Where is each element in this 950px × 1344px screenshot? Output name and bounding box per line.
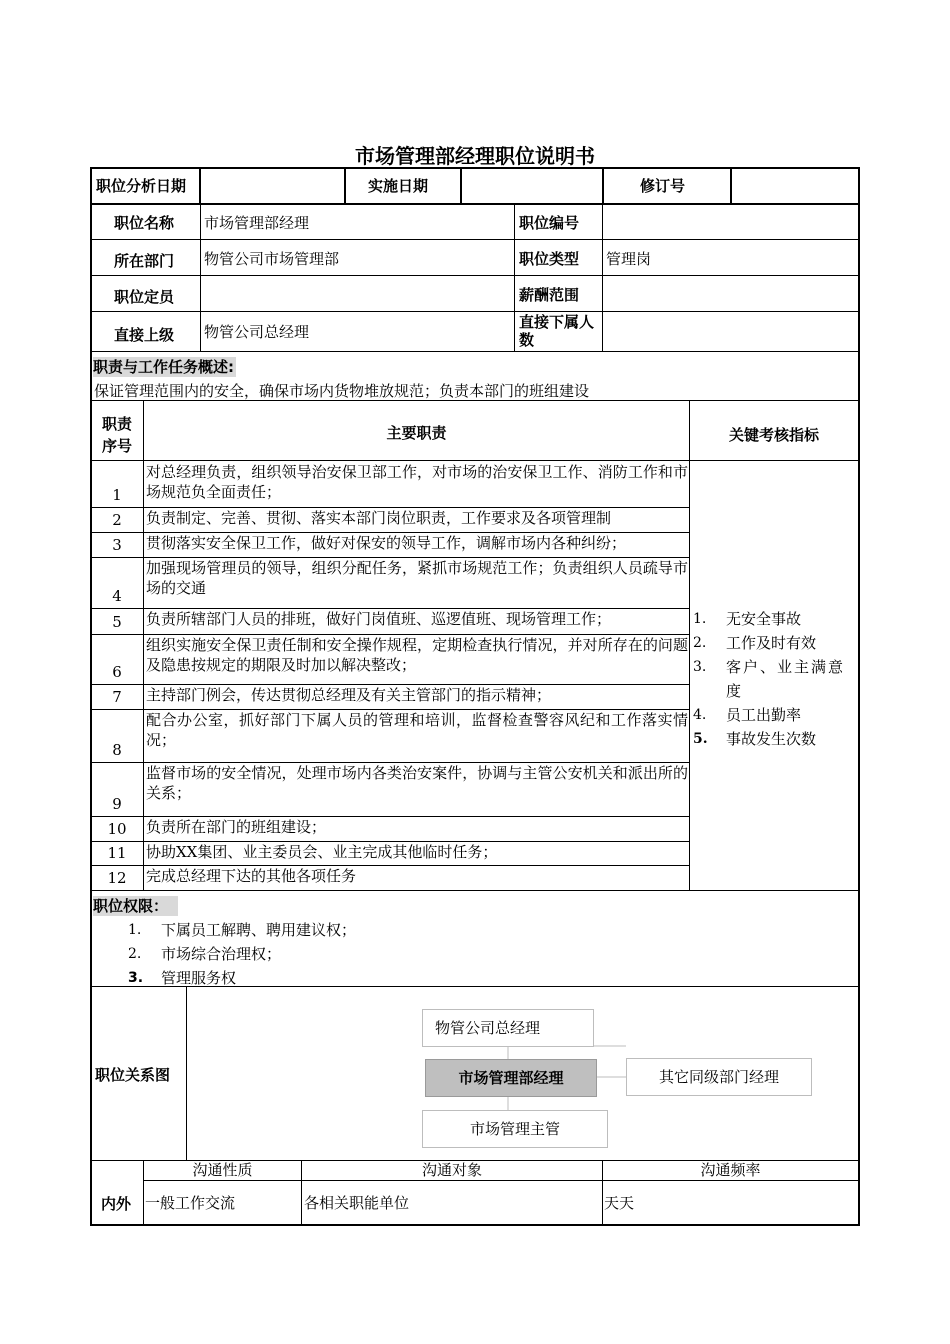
authority-item-number: 2. [128, 946, 142, 962]
comm-nature-value: 一般工作交流 [145, 1194, 236, 1212]
org-box-label: 物管公司总经理 [435, 1019, 541, 1037]
duty-text: 完成总经理下达的其他各项任务 [146, 867, 357, 885]
col-divider [199, 167, 201, 204]
duty-number: 9 [112, 795, 122, 813]
row-divider [90, 275, 860, 276]
job-type-label: 职位类型 [519, 250, 580, 268]
table-border-top [90, 167, 860, 169]
org-box-label: 其它同级部门经理 [658, 1068, 779, 1086]
duty-text: 组织实施安全保卫责任制和安全操作规程，定期检查执行情况，并对所存在的问题及隐患按规定的期限及时加以解决整改； [146, 636, 688, 674]
duty-text: 加强现场管理员的领导，组织分配任务，紧抓市场规范工作；负责组织人员疏导市场的交通 [146, 559, 688, 597]
kpi-item: 事故发生次数 [726, 730, 817, 748]
kpi-number: 4. [693, 707, 707, 723]
duty-text: 对总经理负责，组织领导治安保卫部工作，对市场的治安保卫工作、消防工作和市场规范负全面责任； [146, 463, 688, 501]
kpi-item: 工作及时有效 [726, 634, 817, 652]
kpi-number: 5. [693, 731, 708, 747]
duty-text: 监督市场的安全情况，处理市场内各类治安案件，协调与主管公安机关和派出所的关系； [146, 764, 688, 802]
implement-date-label: 实施日期 [368, 177, 429, 195]
duty-number: 5 [112, 613, 122, 631]
authority-item: 下属员工解聘、聘用建议权； [161, 921, 357, 939]
kpi-number: 1. [693, 611, 707, 627]
duty-number: 8 [112, 741, 122, 759]
duty-number: 6 [112, 663, 122, 681]
page-title: 市场管理部经理职位说明书 [355, 144, 595, 168]
duty-text: 贯彻落实安全保卫工作，做好对保安的领导工作，调解市场内各种纠纷； [146, 534, 627, 552]
duty-main-header: 主要职责 [386, 424, 447, 442]
col-divider [730, 167, 732, 204]
table-border-bottom [90, 1224, 860, 1226]
authority-item-number: 1. [128, 922, 142, 938]
comm-frequency-value: 天天 [604, 1194, 635, 1212]
job-type-value: 管理岗 [606, 250, 652, 268]
headcount-label: 职位定员 [114, 288, 175, 306]
duty-number: 1 [112, 486, 122, 504]
kpi-item: 员工出勤率 [726, 706, 802, 724]
org-box-label: 市场管理部经理 [458, 1069, 564, 1087]
kpi-item: 无安全事故 [726, 610, 802, 628]
duty-number: 2 [112, 511, 122, 529]
duty-number: 12 [107, 869, 127, 887]
authority-item: 市场综合治理权； [161, 945, 282, 963]
kpi-number: 3. [693, 659, 707, 675]
job-name-label: 职位名称 [114, 214, 175, 232]
row-divider [90, 890, 860, 891]
row-divider [90, 311, 860, 312]
row-divider [90, 203, 860, 205]
col-divider [344, 167, 346, 204]
row-divider [90, 351, 860, 352]
duty-text: 负责所辖部门人员的排班，做好门岗值班、巡逻值班、现场管理工作； [146, 610, 612, 628]
kpi-header: 关键考核指标 [728, 426, 819, 444]
direct-superior-value: 物管公司总经理 [204, 323, 310, 341]
duty-number: 10 [107, 820, 127, 838]
col-divider [460, 167, 462, 204]
row-divider [90, 460, 860, 461]
comm-side-label: 内外 [101, 1195, 132, 1213]
duty-text: 协助XX集团、业主委员会、业主完成其他临时任务； [146, 843, 498, 861]
summary-text: 保证管理范围内的安全，确保市场内货物堆放规范；负责本部门的班组建设 [94, 382, 590, 400]
duty-text: 负责所在部门的班组建设； [146, 818, 327, 836]
duty-text: 配合办公室，抓好部门下属人员的管理和培训，监督检查警容风纪和工作落实情况； [146, 711, 688, 749]
comm-frequency-header: 沟通频率 [700, 1161, 761, 1179]
duty-text: 主持部门例会，传达贯彻总经理及有关主管部门的指示精神； [146, 686, 552, 704]
relation-label: 职位关系图 [95, 1066, 171, 1084]
duty-number: 3 [112, 536, 122, 554]
table-border-right [858, 167, 860, 1225]
job-code-label: 职位编号 [519, 214, 580, 232]
row-divider [90, 239, 860, 240]
subordinate-count-label: 直接下属人数 [519, 313, 595, 349]
kpi-item: 度 [726, 682, 742, 700]
col-divider [514, 204, 515, 351]
analysis-date-label: 职位分析日期 [96, 177, 187, 195]
authority-label: 职位权限： [93, 896, 178, 916]
salary-range-label: 薪酬范围 [519, 286, 580, 304]
duty-text: 负责制定、完善、贯彻、落实本部门岗位职责，工作要求及各项管理制 [146, 509, 612, 527]
kpi-item: 客户、业主满意 [726, 658, 846, 676]
department-value: 物管公司市场管理部 [204, 250, 340, 268]
row-divider [143, 1180, 859, 1181]
duty-number: 11 [107, 844, 127, 862]
col-divider [602, 204, 603, 351]
summary-label: 职责与工作任务概述: [93, 358, 234, 376]
org-box-label: 市场管理主管 [469, 1120, 560, 1138]
revision-label: 修订号 [640, 177, 686, 195]
comm-nature-header: 沟通性质 [192, 1161, 253, 1179]
job-name-value: 市场管理部经理 [204, 214, 310, 232]
kpi-number: 2. [693, 635, 707, 651]
col-divider [602, 167, 604, 204]
authority-item-number: 3. [128, 970, 144, 986]
comm-target-value: 各相关职能单位 [304, 1194, 410, 1212]
direct-superior-label: 直接上级 [114, 326, 175, 344]
org-box-subordinate [422, 1110, 608, 1148]
org-box-self [425, 1059, 597, 1097]
org-box-peer [626, 1058, 812, 1096]
row-divider [90, 400, 860, 401]
org-box-general-manager [422, 1009, 594, 1047]
duty-number: 4 [112, 587, 122, 605]
col-divider [200, 204, 201, 351]
duty-number: 7 [112, 688, 122, 706]
comm-target-header: 沟通对象 [421, 1161, 482, 1179]
department-label: 所在部门 [114, 252, 175, 270]
duty-seq-header: 职责序号 [101, 415, 132, 455]
authority-item: 管理服务权 [161, 969, 237, 987]
